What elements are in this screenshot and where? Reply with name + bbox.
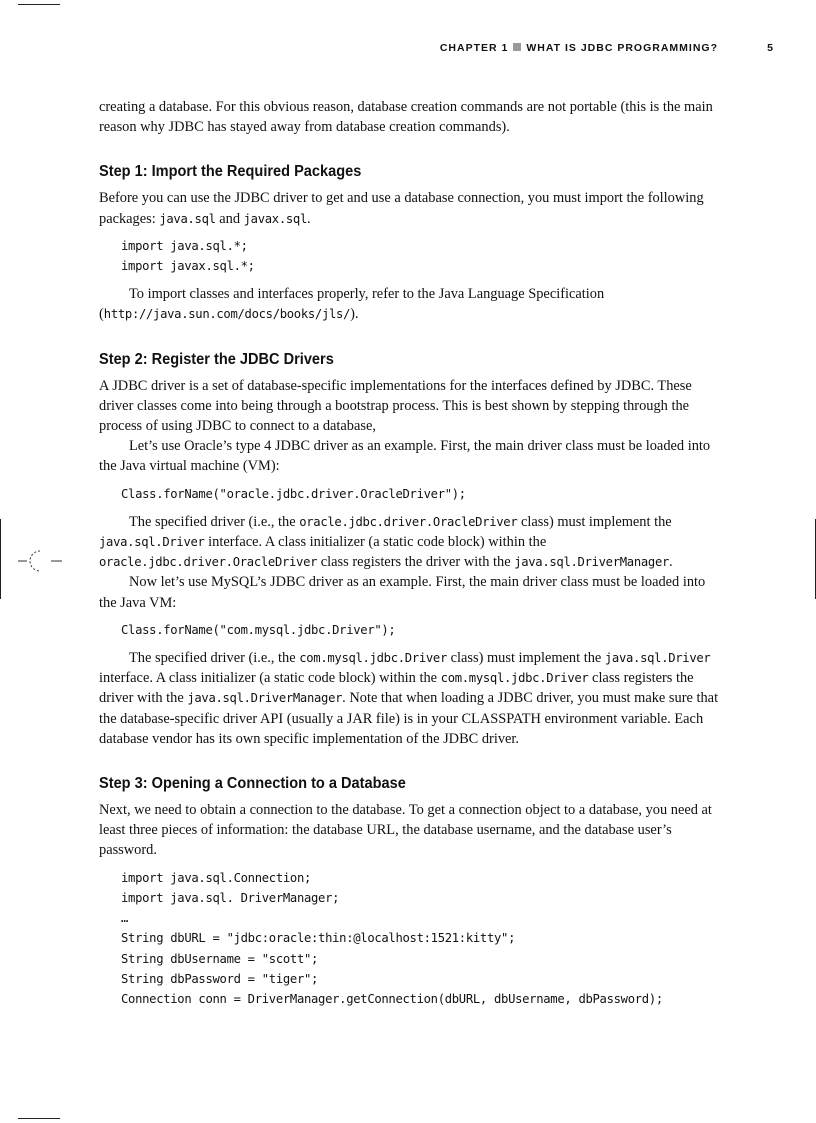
text-run: . Note that when loading a JDBC driver, you must make sure that the database-specific driver API (usually a JAR file) is in your CLASSPATH environment variable. Each database vendor has its own specific implementation of the JDBC driver. <box>99 690 719 747</box>
inline-code: oracle.jdbc.driver.OracleDriver <box>99 555 318 570</box>
text-run: Before you can use the JDBC driver to get and use a database connection, you must import the following packages: <box>99 190 704 227</box>
code-line: String dbUsername = "scott"; <box>121 951 319 966</box>
step3-paragraph-1: Next, we need to obtain a connection to the database. To get a connection object to a database, you need at least three pieces of information: the database URL, the database username, and the database user’s password. <box>99 802 712 859</box>
step2-paragraph-3 <box>99 512 721 573</box>
separator-square-icon <box>513 43 521 51</box>
crop-mark-left <box>0 519 1 599</box>
chapter-title: WHAT IS JDBC PROGRAMMING? <box>526 42 718 54</box>
code-line: Connection conn = DriverManager.getConnection(dbURL, dbUsername, dbPassword); <box>121 991 663 1006</box>
step3-code-block <box>121 868 721 1009</box>
step2-paragraph-1: A JDBC driver is a set of database-specific implementations for the interfaces defined by JDBC. These driver classes come into being through a bootstrap process. This is best shown by stepping through the process of using JDBC to connect to a database, <box>99 377 692 435</box>
step1-paragraph-2 <box>99 284 721 324</box>
step1-code-block <box>121 236 721 276</box>
code-line: Class.forName("oracle.jdbc.driver.OracleDriver"); <box>121 486 466 501</box>
text-run: class registers the driver with the <box>99 670 694 707</box>
page-number: 5 <box>767 42 774 54</box>
code-line: … <box>121 911 129 926</box>
registration-mark-icon <box>18 547 62 575</box>
inline-code: java.sql.DriverManager <box>187 691 343 706</box>
code-line: String dbURL = "jdbc:oracle:thin:@localhost:1521:kitty"; <box>121 931 516 946</box>
inline-code: java.sql.Driver <box>604 651 711 666</box>
text-run: class) must implement the <box>447 650 605 667</box>
step2-paragraph-4: Now let’s use MySQL’s JDBC driver as an example. First, the main driver class must be loaded into the Java VM: <box>99 574 706 611</box>
step2-heading: Step 2: Register the JDBC Drivers <box>99 350 334 368</box>
crop-mark-bottom <box>18 1118 60 1119</box>
text-run: The specified driver (i.e., the <box>129 650 300 667</box>
step2-code-block-1 <box>121 484 721 504</box>
step2-code-block-2 <box>121 620 721 640</box>
code-line: import java.sql.*; <box>121 238 248 253</box>
text-run: interface. A class initializer (a static code block) within the <box>99 670 441 687</box>
code-line: String dbPassword = "tiger"; <box>121 971 319 986</box>
code-line: import java.sql.Connection; <box>121 870 312 885</box>
inline-code: oracle.jdbc.driver.OracleDriver <box>299 514 518 529</box>
text-run: . <box>669 554 673 571</box>
inline-code: com.mysql.jdbc.Driver <box>440 671 589 686</box>
running-head-title <box>440 42 718 54</box>
text-run: The specified driver (i.e., the <box>129 513 300 530</box>
code-line: import java.sql. DriverManager; <box>121 890 340 905</box>
text-run: To import classes and interfaces properly, refer to the Java Language Specification ( <box>99 286 605 323</box>
code-line: Class.forName("com.mysql.jdbc.Driver"); <box>121 622 396 637</box>
spec-url: http://java.sun.com/docs/books/jls/ <box>103 307 351 322</box>
chapter-label: CHAPTER 1 <box>439 42 509 54</box>
inline-code: java.sql <box>159 211 216 226</box>
intro-paragraph: creating a database. For this obvious reason, database creation commands are not portable (this is the main reason why JDBC has stayed away from database creation commands). <box>99 99 713 136</box>
step3-heading: Step 3: Opening a Connection to a Database <box>99 775 406 793</box>
step1-heading: Step 1: Import the Required Packages <box>99 163 362 181</box>
inline-code: com.mysql.jdbc.Driver <box>299 651 448 666</box>
inline-code: java.sql.DriverManager <box>514 555 670 570</box>
page-body <box>99 97 721 1017</box>
step1-paragraph-1 <box>99 188 721 228</box>
step2-paragraph-5 <box>99 648 721 749</box>
inline-code: java.sql.Driver <box>99 535 205 550</box>
text-run: . <box>306 210 311 227</box>
inline-code: javax.sql <box>243 211 307 226</box>
text-run: interface. A class initializer (a static code block) within the <box>204 534 547 551</box>
text-run: class) must implement the <box>517 513 672 530</box>
text-run: ). <box>350 306 359 323</box>
text-run: and <box>215 210 244 227</box>
text-run: class registers the driver with the <box>317 554 515 571</box>
code-line: import javax.sql.*; <box>121 259 255 274</box>
step2-paragraph-2: Let’s use Oracle’s type 4 JDBC driver as an example. First, the main driver class must be loaded into the Java virtual machine (VM): <box>99 438 711 475</box>
crop-mark-top <box>18 4 60 5</box>
